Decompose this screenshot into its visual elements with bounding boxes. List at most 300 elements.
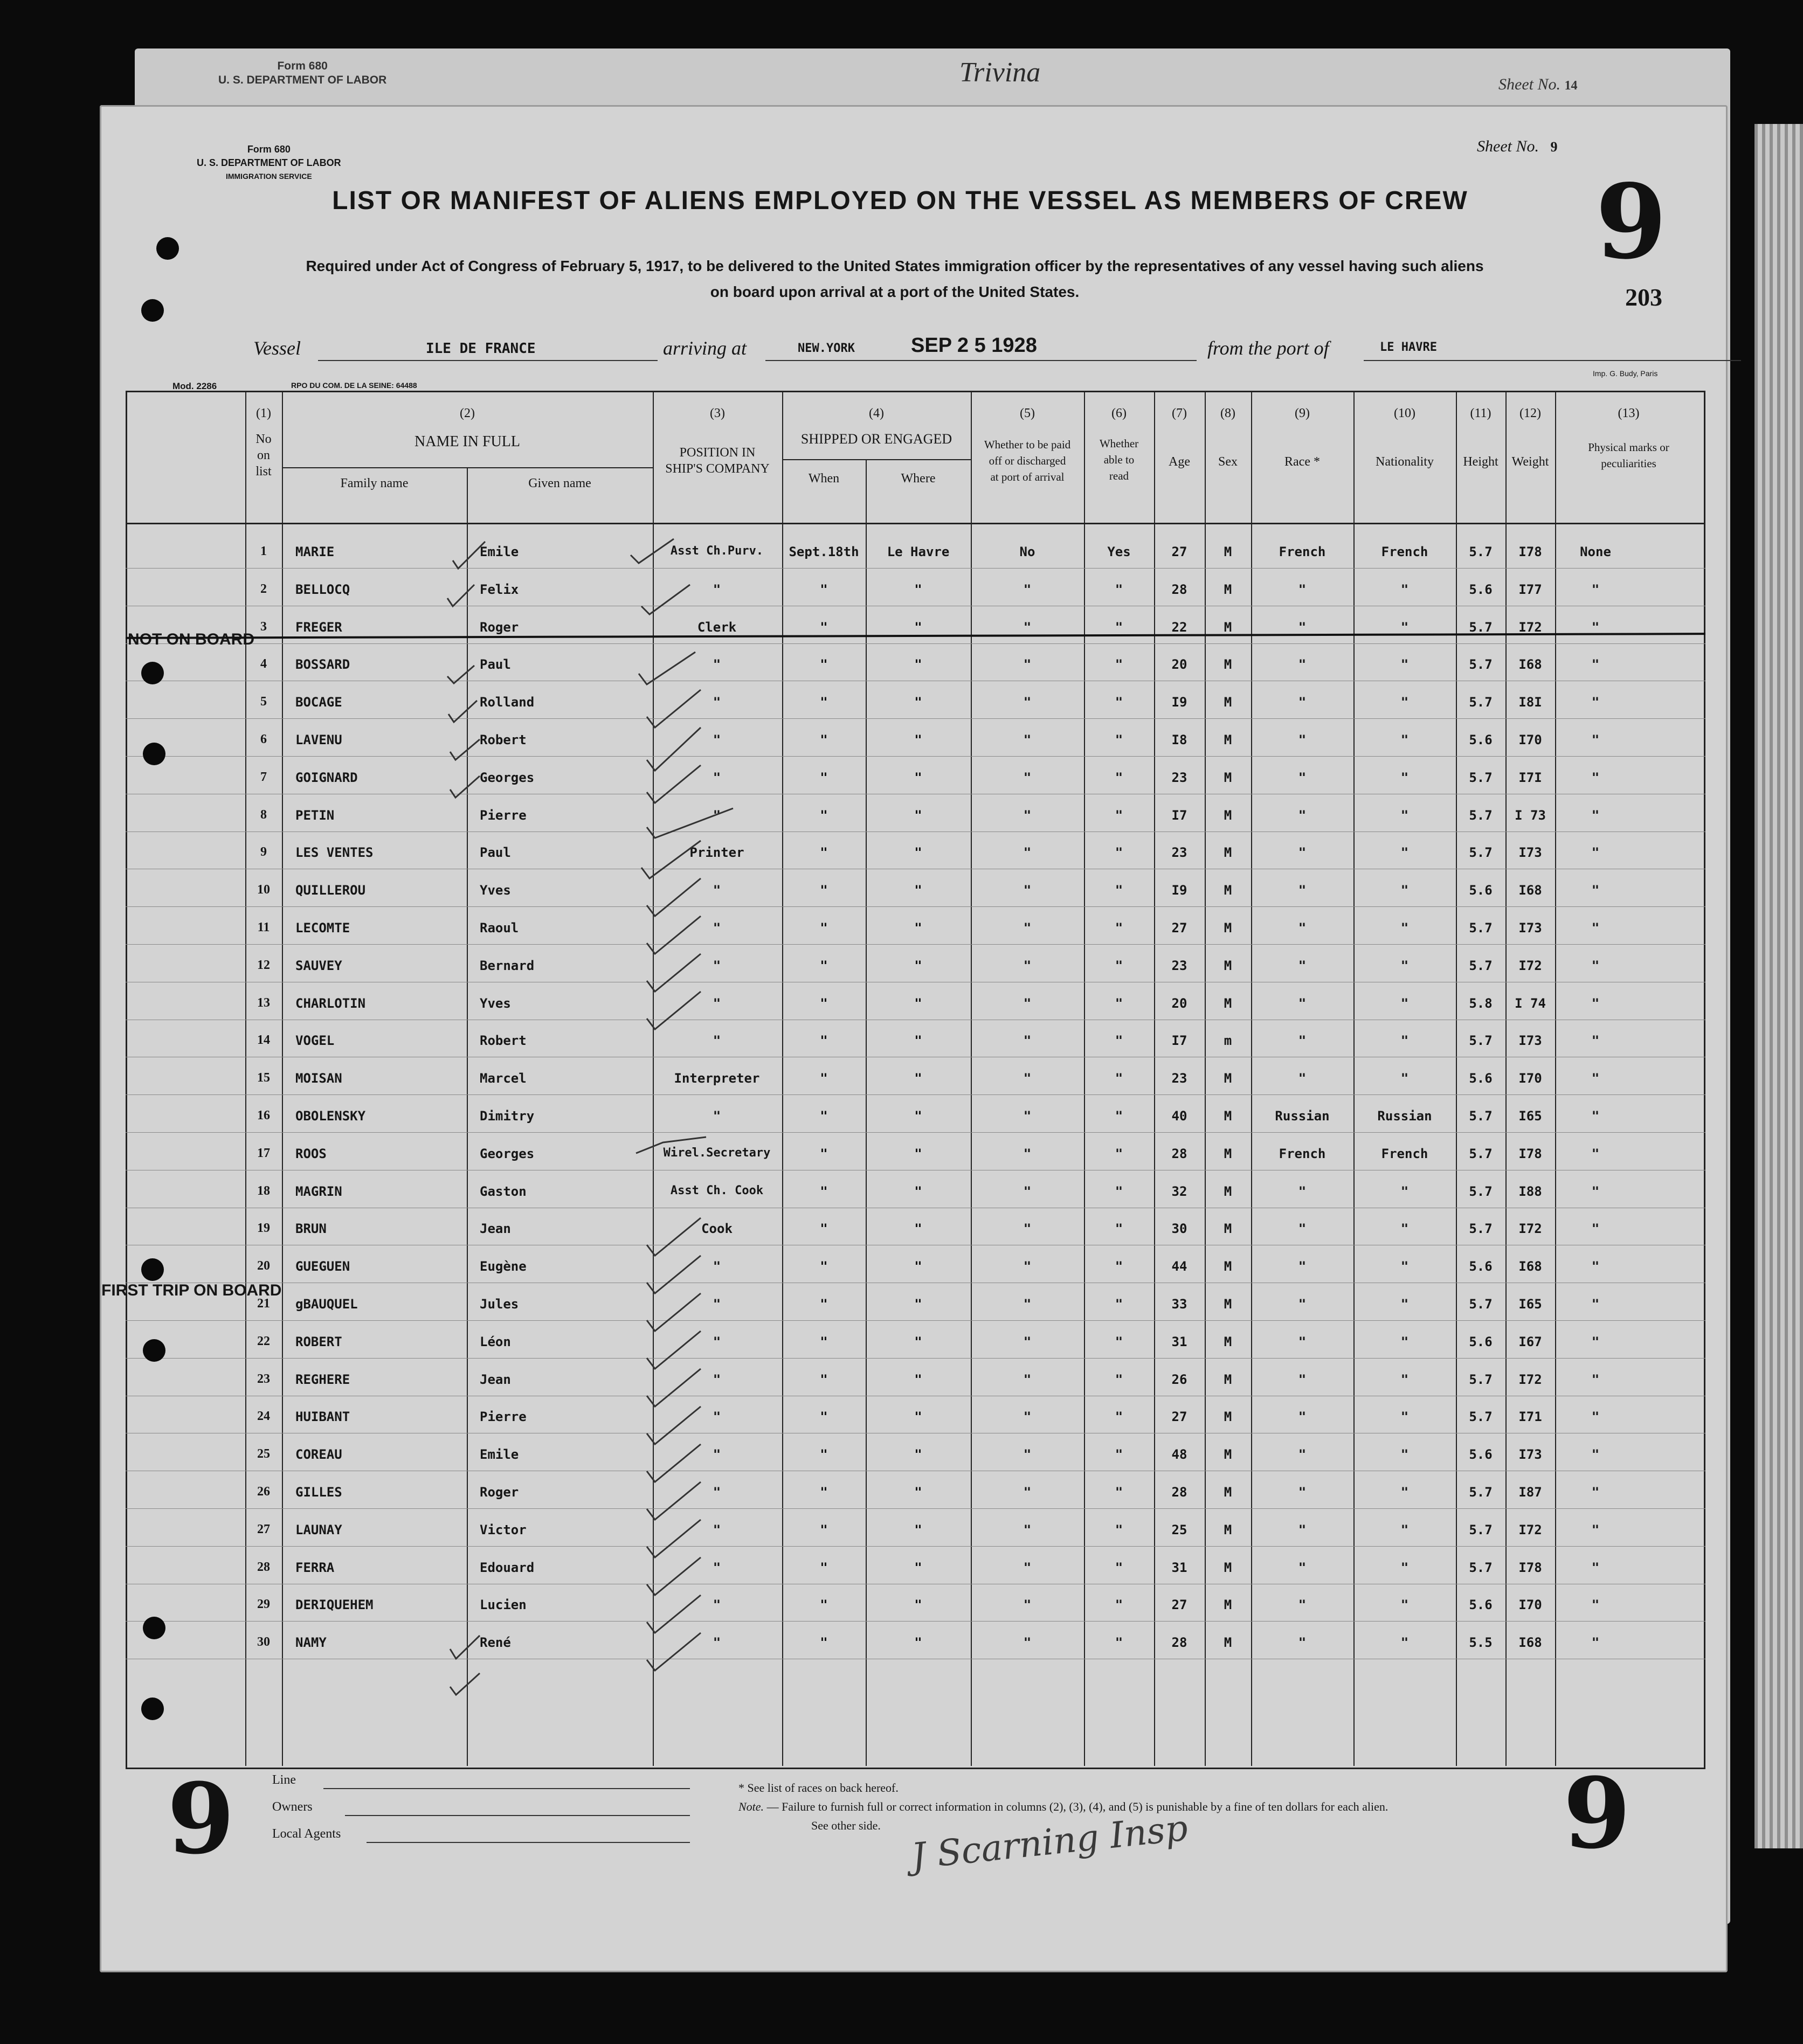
cell-weight: I73 bbox=[1518, 920, 1542, 936]
arrival-date-stamp: SEP 2 5 1928 bbox=[911, 334, 1037, 357]
cell-family: CHARLOTIN bbox=[295, 995, 366, 1011]
cell-no: 13 bbox=[257, 995, 270, 1010]
cell-race: " bbox=[1298, 1485, 1307, 1500]
cell-paid: " bbox=[1023, 619, 1032, 635]
cell-read: " bbox=[1115, 1221, 1123, 1237]
cell-where: " bbox=[914, 619, 922, 635]
cell-marks: " bbox=[1591, 1485, 1600, 1500]
header-col9: Race * bbox=[1284, 455, 1320, 469]
cell-height: 5.6 bbox=[1469, 1597, 1493, 1613]
cell-when: " bbox=[820, 1146, 828, 1161]
cell-given: Georges bbox=[480, 770, 535, 785]
cell-where: " bbox=[914, 1597, 922, 1613]
cell-position: " bbox=[713, 695, 721, 710]
cell-when: " bbox=[820, 732, 828, 747]
cell-when: " bbox=[820, 995, 828, 1011]
header-col11: Height bbox=[1463, 455, 1498, 469]
cell-sex: M bbox=[1224, 958, 1232, 973]
cell-given: Felix bbox=[480, 581, 519, 597]
cell-weight: I73 bbox=[1518, 1033, 1542, 1049]
cell-race: " bbox=[1298, 1221, 1307, 1237]
check-mark bbox=[636, 1137, 706, 1153]
check-marks-position bbox=[625, 533, 765, 1692]
cell-when: " bbox=[820, 920, 828, 936]
cell-sex: M bbox=[1224, 883, 1232, 898]
cell-when: " bbox=[820, 1259, 828, 1274]
cell-paid: " bbox=[1023, 845, 1032, 861]
cell-no: 21 bbox=[257, 1297, 270, 1311]
check-mark bbox=[647, 1256, 701, 1293]
cell-no: 8 bbox=[260, 807, 267, 822]
cell-position: " bbox=[713, 1108, 721, 1124]
cell-paid: " bbox=[1023, 1221, 1032, 1237]
cell-nat: " bbox=[1400, 1522, 1409, 1537]
cell-family: MOISAN bbox=[295, 1071, 342, 1086]
cell-nat: " bbox=[1400, 619, 1409, 635]
cell-when: " bbox=[820, 845, 828, 861]
cell-given: Paul bbox=[480, 845, 511, 861]
cell-when: " bbox=[820, 770, 828, 785]
cell-where: " bbox=[914, 1371, 922, 1387]
cell-sex: M bbox=[1224, 1409, 1232, 1425]
cell-position: Printer bbox=[689, 845, 744, 861]
cell-sex: M bbox=[1224, 1560, 1232, 1575]
header-where: Where bbox=[901, 472, 936, 486]
check-mark bbox=[641, 841, 701, 878]
cell-no: 27 bbox=[257, 1522, 270, 1536]
check-mark bbox=[647, 1633, 701, 1671]
cell-family: BRUN bbox=[295, 1221, 327, 1237]
punch-hole bbox=[156, 237, 179, 260]
cell-sex: M bbox=[1224, 1447, 1232, 1463]
cell-no: 4 bbox=[260, 657, 267, 671]
cell-race: " bbox=[1298, 807, 1307, 823]
cell-race: " bbox=[1298, 845, 1307, 861]
footer-line-label: Line bbox=[272, 1773, 296, 1787]
cell-where: Le Havre bbox=[887, 544, 950, 559]
footer-owners-underline bbox=[345, 1815, 690, 1816]
cell-height: 5.6 bbox=[1469, 581, 1493, 597]
cell-read: " bbox=[1115, 581, 1123, 597]
check-mark bbox=[647, 1482, 701, 1520]
cell-nat: " bbox=[1400, 1371, 1409, 1387]
check-mark bbox=[647, 878, 701, 916]
rpo-label: RPO DU COM. DE LA SEINE: 64488 bbox=[291, 381, 417, 390]
arriving-label: arriving at bbox=[663, 337, 747, 359]
row-rule bbox=[126, 568, 1705, 569]
cell-when: " bbox=[820, 695, 828, 710]
cell-weight: I8I bbox=[1518, 695, 1542, 710]
cell-given: Jules bbox=[480, 1297, 519, 1312]
cell-weight: I73 bbox=[1518, 1447, 1542, 1463]
cell-nat: " bbox=[1400, 1221, 1409, 1237]
cell-no: 29 bbox=[257, 1597, 270, 1612]
cell-paid: " bbox=[1023, 1071, 1032, 1086]
cell-race: " bbox=[1298, 657, 1307, 673]
cell-marks: " bbox=[1591, 1447, 1600, 1463]
cell-where: " bbox=[914, 732, 922, 747]
cell-where: " bbox=[914, 920, 922, 936]
punch-hole bbox=[141, 1697, 164, 1720]
cell-age: 30 bbox=[1171, 1221, 1187, 1237]
printer-label: Imp. G. Budy, Paris bbox=[1593, 369, 1658, 378]
cell-nat: " bbox=[1400, 958, 1409, 973]
cell-given: Robert bbox=[480, 1033, 527, 1049]
cell-given: Bernard bbox=[480, 958, 535, 973]
cell-sex: M bbox=[1224, 1071, 1232, 1086]
check-mark bbox=[647, 1293, 701, 1331]
cell-given: Dimitry bbox=[480, 1108, 535, 1124]
cell-height: 5.7 bbox=[1469, 657, 1493, 673]
cell-height: 5.7 bbox=[1469, 807, 1493, 823]
inspector-signature: J Scarning Insp bbox=[909, 1807, 1190, 1877]
cell-position: " bbox=[713, 807, 721, 823]
cell-age: 48 bbox=[1171, 1447, 1187, 1463]
see-other-side: See other side. bbox=[811, 1819, 881, 1832]
cell-sex: M bbox=[1224, 1221, 1232, 1237]
cell-when: " bbox=[820, 1183, 828, 1199]
cell-nat: " bbox=[1400, 1033, 1409, 1049]
cell-position: " bbox=[713, 1297, 721, 1312]
row-rule bbox=[126, 1508, 1705, 1509]
cell-read: " bbox=[1115, 1560, 1123, 1575]
cell-sex: M bbox=[1224, 770, 1232, 785]
cell-no: 22 bbox=[257, 1334, 270, 1348]
cell-paid: " bbox=[1023, 1635, 1032, 1651]
header-col5: Whether to be paid off or discharged at port of arrival bbox=[984, 438, 1071, 483]
cell-nat: " bbox=[1400, 1597, 1409, 1613]
cell-race: " bbox=[1298, 1635, 1307, 1651]
cell-age: I7 bbox=[1171, 807, 1187, 823]
cell-paid: " bbox=[1023, 581, 1032, 597]
cell-nat: " bbox=[1400, 695, 1409, 710]
punch-hole bbox=[143, 1339, 165, 1362]
cell-marks: " bbox=[1591, 1522, 1600, 1537]
page-number: 203 bbox=[1625, 283, 1662, 311]
cell-given: Edouard bbox=[480, 1560, 535, 1575]
cell-read: " bbox=[1115, 1371, 1123, 1387]
cell-paid: " bbox=[1023, 732, 1032, 747]
cell-no: 17 bbox=[257, 1146, 270, 1160]
row-rule bbox=[126, 756, 1705, 757]
cell-height: 5.6 bbox=[1469, 1259, 1493, 1274]
cell-position: Asst Ch.Purv. bbox=[670, 544, 764, 558]
shipped-subheader-line bbox=[782, 459, 971, 460]
cell-family: NAMY bbox=[295, 1635, 327, 1651]
cell-position: " bbox=[713, 1033, 721, 1049]
cell-height: 5.6 bbox=[1469, 1071, 1493, 1086]
cell-position: " bbox=[713, 581, 721, 597]
cell-position: " bbox=[713, 1597, 721, 1613]
cell-where: " bbox=[914, 1297, 922, 1312]
header-col13-num: (13) bbox=[1618, 406, 1640, 420]
footer-line-underline bbox=[323, 1788, 690, 1789]
column-divider bbox=[282, 391, 283, 1766]
cell-age: 27 bbox=[1171, 544, 1187, 559]
cell-sex: M bbox=[1224, 657, 1232, 673]
cell-marks: " bbox=[1591, 1635, 1600, 1651]
cell-sex: M bbox=[1224, 845, 1232, 861]
vessel-name: ILE DE FRANCE bbox=[426, 341, 536, 357]
check-mark bbox=[639, 652, 695, 684]
cell-nat: " bbox=[1400, 770, 1409, 785]
cell-sex: M bbox=[1224, 732, 1232, 747]
underlying-sheet-number: Sheet No. 14 bbox=[1498, 75, 1578, 93]
cell-when: " bbox=[820, 1560, 828, 1575]
cell-when: " bbox=[820, 581, 828, 597]
from-port: LE HAVRE bbox=[1380, 341, 1437, 354]
cell-nat: " bbox=[1400, 995, 1409, 1011]
row-rule bbox=[126, 1320, 1705, 1321]
cell-height: 5.7 bbox=[1469, 1033, 1493, 1049]
cell-weight: I68 bbox=[1518, 1259, 1542, 1274]
arriving-port: NEW.YORK bbox=[798, 342, 855, 355]
punch-hole bbox=[143, 1617, 165, 1639]
cell-given: Pierre bbox=[480, 1409, 527, 1425]
check-mark bbox=[450, 1673, 480, 1695]
cell-height: 5.7 bbox=[1469, 1371, 1493, 1387]
cell-no: 6 bbox=[260, 732, 267, 746]
cell-marks: " bbox=[1591, 1597, 1600, 1613]
header-col4: SHIPPED OR ENGAGED bbox=[800, 431, 952, 447]
cell-race: " bbox=[1298, 1597, 1307, 1613]
cell-no: 2 bbox=[260, 581, 267, 596]
cell-nat: " bbox=[1400, 920, 1409, 936]
header-col8: Sex bbox=[1218, 455, 1238, 469]
cell-sex: M bbox=[1224, 1108, 1232, 1124]
check-mark bbox=[647, 954, 701, 992]
cell-paid: " bbox=[1023, 1297, 1032, 1312]
cell-position: " bbox=[713, 958, 721, 973]
cell-sex: m bbox=[1224, 1033, 1232, 1049]
check-mark bbox=[647, 727, 701, 771]
cell-age: I7 bbox=[1171, 1033, 1187, 1049]
cell-weight: I70 bbox=[1518, 1071, 1542, 1086]
mod-label: Mod. 2286 bbox=[172, 381, 217, 391]
cell-when: " bbox=[820, 883, 828, 898]
cell-position: " bbox=[713, 1485, 721, 1500]
cell-when: " bbox=[820, 1371, 828, 1387]
header-family-name: Family name bbox=[340, 476, 409, 490]
cell-where: " bbox=[914, 1108, 922, 1124]
cell-race: " bbox=[1298, 1560, 1307, 1575]
cell-no: 14 bbox=[257, 1033, 270, 1048]
cell-given: Paul bbox=[480, 657, 511, 673]
cell-when: " bbox=[820, 1447, 828, 1463]
cell-age: I8 bbox=[1171, 732, 1187, 747]
cell-age: 20 bbox=[1171, 657, 1187, 673]
cell-paid: " bbox=[1023, 1447, 1032, 1463]
cell-family: GILLES bbox=[295, 1485, 342, 1500]
cell-sex: M bbox=[1224, 1259, 1232, 1274]
cell-age: 28 bbox=[1171, 581, 1187, 597]
cell-read: " bbox=[1115, 1409, 1123, 1425]
row-rule bbox=[126, 944, 1705, 945]
cell-paid: " bbox=[1023, 1183, 1032, 1199]
cell-given: Emile bbox=[480, 544, 519, 559]
cell-height: 5.7 bbox=[1469, 1146, 1493, 1161]
cell-where: " bbox=[914, 1409, 922, 1425]
cell-marks: " bbox=[1591, 770, 1600, 785]
cell-given: Jean bbox=[480, 1371, 511, 1387]
cell-age: 27 bbox=[1171, 920, 1187, 936]
cell-when: " bbox=[820, 1485, 828, 1500]
cell-race: " bbox=[1298, 1259, 1307, 1274]
cell-position: " bbox=[713, 732, 721, 747]
cell-when: " bbox=[820, 1522, 828, 1537]
cell-race: " bbox=[1298, 770, 1307, 785]
cell-marks: " bbox=[1591, 581, 1600, 597]
cell-age: 31 bbox=[1171, 1560, 1187, 1575]
row-rule bbox=[126, 1132, 1705, 1133]
cell-given: Georges bbox=[480, 1146, 535, 1161]
cell-race: Russian bbox=[1275, 1108, 1330, 1124]
cell-nat: " bbox=[1400, 1447, 1409, 1463]
cell-weight: I68 bbox=[1518, 1635, 1542, 1651]
cell-where: " bbox=[914, 1146, 922, 1161]
cell-read: " bbox=[1115, 1635, 1123, 1651]
check-mark bbox=[647, 1557, 701, 1595]
header-col7: Age bbox=[1169, 455, 1190, 469]
cell-race: " bbox=[1298, 1409, 1307, 1425]
cell-given: Roger bbox=[480, 1485, 519, 1500]
row-rule bbox=[126, 1621, 1705, 1622]
cell-paid: " bbox=[1023, 1146, 1032, 1161]
cell-weight: I88 bbox=[1518, 1183, 1542, 1199]
cell-age: 27 bbox=[1171, 1409, 1187, 1425]
cell-sex: M bbox=[1224, 1297, 1232, 1312]
cell-weight: I73 bbox=[1518, 845, 1542, 861]
cell-nat: " bbox=[1400, 1334, 1409, 1349]
cell-when: " bbox=[820, 1635, 828, 1651]
cell-read: " bbox=[1115, 958, 1123, 973]
cell-height: 5.7 bbox=[1469, 1409, 1493, 1425]
cell-family: LAUNAY bbox=[295, 1522, 342, 1537]
cell-family: GUEGUEN bbox=[295, 1259, 350, 1274]
cell-family: gBAUQUEL bbox=[295, 1297, 358, 1312]
cell-family: ROOS bbox=[295, 1146, 327, 1161]
cell-nat: French bbox=[1381, 1146, 1428, 1161]
cell-paid: " bbox=[1023, 1259, 1032, 1274]
cell-weight: I72 bbox=[1518, 958, 1542, 973]
header-col13: Physical marks or peculiarities bbox=[1588, 441, 1669, 470]
cell-height: 5.7 bbox=[1469, 1522, 1493, 1537]
check-mark bbox=[647, 992, 701, 1029]
cell-marks: " bbox=[1591, 657, 1600, 673]
cell-family: MAGRIN bbox=[295, 1183, 342, 1199]
cell-age: 40 bbox=[1171, 1108, 1187, 1124]
cell-read: " bbox=[1115, 1297, 1123, 1312]
cell-marks: " bbox=[1591, 732, 1600, 747]
cell-family: HUIBANT bbox=[295, 1409, 350, 1425]
footer-agents-underline bbox=[367, 1842, 690, 1843]
cell-read: " bbox=[1115, 1183, 1123, 1199]
arriving-underline bbox=[765, 360, 1197, 361]
cell-weight: I87 bbox=[1518, 1485, 1542, 1500]
cell-given: Victor bbox=[480, 1522, 527, 1537]
cell-race: " bbox=[1298, 1522, 1307, 1537]
cell-nat: " bbox=[1400, 1071, 1409, 1086]
cell-marks: " bbox=[1591, 695, 1600, 710]
cell-nat: " bbox=[1400, 845, 1409, 861]
cell-read: " bbox=[1115, 1108, 1123, 1124]
cell-sex: M bbox=[1224, 695, 1232, 710]
cell-family: VOGEL bbox=[295, 1033, 335, 1049]
cell-marks: " bbox=[1591, 1146, 1600, 1161]
header-given-name: Given name bbox=[528, 476, 591, 490]
cell-weight: I7I bbox=[1518, 770, 1542, 785]
cell-paid: " bbox=[1023, 1522, 1032, 1537]
check-mark bbox=[647, 1406, 701, 1444]
page-title: LIST OR MANIFEST OF ALIENS EMPLOYED ON THE VESSEL AS MEMBERS OF CREW bbox=[332, 186, 1468, 215]
cell-position: Cook bbox=[701, 1221, 733, 1237]
cell-height: 5.7 bbox=[1469, 1183, 1493, 1199]
cell-sex: M bbox=[1224, 995, 1232, 1011]
cell-when: " bbox=[820, 1221, 828, 1237]
header-col4-num: (4) bbox=[869, 406, 884, 420]
cell-no: 30 bbox=[257, 1635, 270, 1650]
cell-position: " bbox=[713, 770, 721, 785]
cell-given: Rolland bbox=[480, 695, 535, 710]
cell-race: " bbox=[1298, 1447, 1307, 1463]
cell-where: " bbox=[914, 845, 922, 861]
cell-age: 23 bbox=[1171, 1071, 1187, 1086]
header-col10-num: (10) bbox=[1394, 406, 1415, 420]
header-col6-num: (6) bbox=[1111, 406, 1127, 420]
cell-where: " bbox=[914, 1033, 922, 1049]
cell-read: " bbox=[1115, 1522, 1123, 1537]
cell-family: BELLOCQ bbox=[295, 581, 350, 597]
cell-age: 32 bbox=[1171, 1183, 1187, 1199]
cell-height: 5.7 bbox=[1469, 1560, 1493, 1575]
cell-read: " bbox=[1115, 920, 1123, 936]
cell-weight: I70 bbox=[1518, 732, 1542, 747]
cell-no: 28 bbox=[257, 1560, 270, 1574]
row-rule bbox=[126, 718, 1705, 719]
cell-weight: I78 bbox=[1518, 1560, 1542, 1575]
cell-weight: I72 bbox=[1518, 1221, 1542, 1237]
cell-where: " bbox=[914, 1447, 922, 1463]
cell-height: 5.7 bbox=[1469, 1297, 1493, 1312]
cell-nat: " bbox=[1400, 1259, 1409, 1274]
cell-no: 24 bbox=[257, 1409, 270, 1424]
penalty-note: Note. — Failure to furnish full or correct information in columns (2), (3), (4), and (5) is punishable by a fine of ten dollars for each alien. bbox=[738, 1800, 1388, 1813]
cell-position: " bbox=[713, 1334, 721, 1349]
cell-paid: " bbox=[1023, 695, 1032, 710]
cell-paid: " bbox=[1023, 807, 1032, 823]
cell-race: " bbox=[1298, 695, 1307, 710]
cell-marks: " bbox=[1591, 1183, 1600, 1199]
cell-family: REGHERE bbox=[295, 1371, 350, 1387]
row-rule bbox=[126, 906, 1705, 907]
cell-family: LAVENU bbox=[295, 732, 342, 747]
cell-position: " bbox=[713, 657, 721, 673]
cell-age: 27 bbox=[1171, 1597, 1187, 1613]
cell-race: " bbox=[1298, 883, 1307, 898]
row-rule bbox=[126, 1358, 1705, 1359]
check-mark bbox=[647, 1595, 701, 1633]
cell-given: Yves bbox=[480, 883, 511, 898]
cell-paid: " bbox=[1023, 920, 1032, 936]
cell-height: 5.6 bbox=[1469, 732, 1493, 747]
cell-paid: " bbox=[1023, 657, 1032, 673]
cell-height: 5.8 bbox=[1469, 995, 1493, 1011]
cell-age: 23 bbox=[1171, 770, 1187, 785]
cell-weight: I72 bbox=[1518, 619, 1542, 635]
cell-race: " bbox=[1298, 1071, 1307, 1086]
check-mark bbox=[647, 808, 733, 838]
cell-height: 5.7 bbox=[1469, 958, 1493, 973]
